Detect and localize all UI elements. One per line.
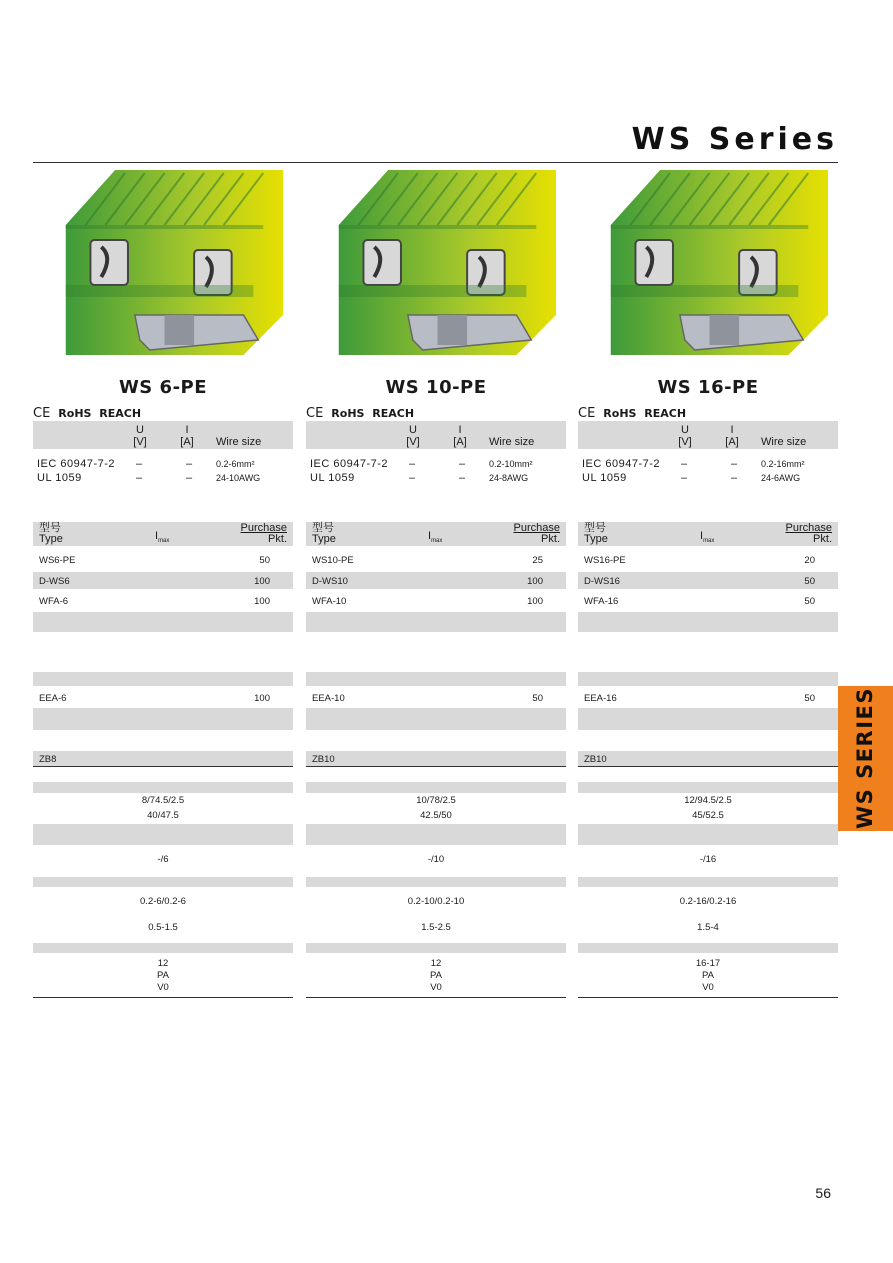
current-symbol: I bbox=[185, 424, 189, 436]
table-row bbox=[306, 552, 566, 568]
rating-row bbox=[33, 472, 293, 486]
type-value: ZB8 bbox=[39, 754, 57, 765]
current-value: – bbox=[731, 458, 738, 470]
current-unit: [A] bbox=[180, 436, 194, 448]
table-bottom-rule bbox=[33, 997, 293, 998]
table-band bbox=[578, 612, 838, 632]
table-row bbox=[578, 751, 838, 767]
table-band bbox=[33, 672, 293, 686]
rating-header bbox=[33, 421, 293, 449]
standard: IEC 60947-7-2 bbox=[582, 458, 661, 470]
standard: UL 1059 bbox=[310, 472, 355, 484]
material-value: 16-17 bbox=[695, 958, 721, 969]
qty-value: 50 bbox=[532, 693, 543, 704]
table-band bbox=[578, 708, 838, 730]
ce-mark: CE bbox=[306, 406, 324, 421]
type-header bbox=[39, 523, 63, 545]
product-column bbox=[306, 163, 566, 1003]
torque-value: 1.5-4 bbox=[697, 922, 719, 933]
type-value: EEA-10 bbox=[312, 693, 345, 704]
reach-mark: REACH bbox=[644, 407, 687, 420]
imax-symbol: I bbox=[155, 530, 159, 542]
type-value: WFA-16 bbox=[584, 596, 619, 607]
qty-value: 100 bbox=[254, 596, 270, 607]
voltage-value: – bbox=[409, 458, 416, 470]
purchase-label: Purchase bbox=[513, 522, 560, 534]
product-name: WS 10-PE bbox=[385, 377, 487, 398]
rating-row bbox=[33, 458, 293, 472]
pkt-label: Pkt. bbox=[268, 533, 287, 545]
table-band bbox=[306, 824, 566, 845]
standard: UL 1059 bbox=[37, 472, 82, 484]
voltage-value: – bbox=[681, 458, 688, 470]
table-band bbox=[33, 943, 293, 953]
rated-value: -/6 bbox=[157, 854, 169, 865]
qty-value: 20 bbox=[804, 555, 815, 566]
product-column bbox=[578, 163, 838, 1003]
ordering-table-header bbox=[33, 522, 293, 546]
voltage-value: – bbox=[681, 472, 688, 484]
qty-value: 100 bbox=[527, 596, 543, 607]
table-row bbox=[578, 690, 838, 706]
voltage-header bbox=[674, 424, 696, 448]
type-header bbox=[312, 523, 336, 545]
voltage-value: – bbox=[136, 472, 143, 484]
type-value: WS16-PE bbox=[584, 555, 626, 566]
table-bottom-rule bbox=[578, 997, 838, 998]
table-band bbox=[33, 824, 293, 845]
imax-symbol: I bbox=[700, 530, 704, 542]
current-header bbox=[176, 424, 198, 448]
pkt-label: Pkt. bbox=[813, 533, 832, 545]
imax-header bbox=[155, 530, 169, 544]
table-band bbox=[33, 612, 293, 632]
table-row bbox=[578, 552, 838, 568]
current-symbol: I bbox=[730, 424, 734, 436]
table-band bbox=[306, 672, 566, 686]
dimension-value: 40/47.5 bbox=[147, 810, 179, 821]
material-value: V0 bbox=[430, 982, 442, 993]
imax-subscript: max bbox=[158, 538, 170, 545]
current-unit: [A] bbox=[453, 436, 467, 448]
table-band bbox=[33, 877, 293, 887]
rated-value: -/10 bbox=[427, 854, 445, 865]
type-value: WS6-PE bbox=[39, 555, 76, 566]
qty-value: 100 bbox=[254, 693, 270, 704]
imax-subscript: max bbox=[431, 538, 443, 545]
certification-marks bbox=[306, 406, 414, 421]
wire-size-header: Wire size bbox=[489, 436, 535, 448]
standard: IEC 60947-7-2 bbox=[310, 458, 389, 470]
wire-size-value: 0.2-6mm² bbox=[216, 459, 255, 469]
product-photo bbox=[319, 165, 556, 365]
material-value: PA bbox=[430, 970, 442, 981]
material-value: V0 bbox=[702, 982, 714, 993]
page-number: 56 bbox=[815, 1185, 831, 1201]
material-value: 12 bbox=[157, 958, 169, 969]
wire-size-value: 0.2-10mm² bbox=[489, 459, 533, 469]
type-value: WFA-10 bbox=[312, 596, 347, 607]
voltage-value: – bbox=[136, 458, 143, 470]
rated-value: -/16 bbox=[699, 854, 717, 865]
current-value: – bbox=[459, 472, 466, 484]
standard: IEC 60947-7-2 bbox=[37, 458, 116, 470]
table-band bbox=[33, 782, 293, 793]
imax-header bbox=[700, 530, 714, 544]
table-row bbox=[578, 593, 838, 609]
rohs-mark: RoHS bbox=[331, 407, 365, 420]
type-value: WS10-PE bbox=[312, 555, 354, 566]
purchase-header bbox=[786, 523, 832, 545]
current-value: – bbox=[459, 458, 466, 470]
reach-mark: REACH bbox=[372, 407, 415, 420]
cross-section-value: 0.2-6/0.2-6 bbox=[140, 896, 186, 907]
torque-value: 1.5-2.5 bbox=[421, 922, 451, 933]
rating-header bbox=[306, 421, 566, 449]
side-tab-label: WS SERIES bbox=[853, 686, 877, 830]
dimension-value: 45/52.5 bbox=[692, 810, 724, 821]
type-header-en: Type bbox=[584, 533, 608, 545]
table-row bbox=[306, 690, 566, 706]
purchase-header bbox=[241, 523, 287, 545]
cross-section-value: 0.2-10/0.2-10 bbox=[407, 896, 465, 907]
dimension-value: 8/74.5/2.5 bbox=[141, 795, 185, 806]
purchase-label: Purchase bbox=[240, 522, 287, 534]
voltage-value: – bbox=[409, 472, 416, 484]
type-header-cn: 型号 bbox=[312, 522, 334, 534]
standard: UL 1059 bbox=[582, 472, 627, 484]
type-header bbox=[584, 523, 608, 545]
table-band bbox=[33, 708, 293, 730]
rating-row bbox=[578, 458, 838, 472]
qty-value: 50 bbox=[259, 555, 270, 566]
rating-header bbox=[578, 421, 838, 449]
type-header-en: Type bbox=[312, 533, 336, 545]
material-value: 12 bbox=[430, 958, 442, 969]
product-name: WS 16-PE bbox=[657, 377, 759, 398]
table-row bbox=[33, 593, 293, 609]
pkt-label: Pkt. bbox=[541, 533, 560, 545]
voltage-unit: [V] bbox=[678, 436, 692, 448]
type-header-cn: 型号 bbox=[584, 522, 606, 534]
type-value: EEA-6 bbox=[39, 693, 67, 704]
current-value: – bbox=[186, 472, 193, 484]
table-band bbox=[306, 877, 566, 887]
side-tab bbox=[838, 686, 893, 831]
imax-subscript: max bbox=[703, 538, 715, 545]
imax-header bbox=[428, 530, 442, 544]
table-row bbox=[33, 690, 293, 706]
material-value: PA bbox=[157, 970, 169, 981]
table-row bbox=[33, 573, 293, 589]
wire-size-value: 24-10AWG bbox=[216, 473, 261, 483]
type-header-cn: 型号 bbox=[39, 522, 61, 534]
rating-row bbox=[578, 472, 838, 486]
product-photo bbox=[591, 165, 828, 365]
type-value: D-WS10 bbox=[312, 576, 348, 587]
qty-value: 50 bbox=[804, 576, 815, 587]
current-value: – bbox=[186, 458, 193, 470]
current-header bbox=[449, 424, 471, 448]
material-value: V0 bbox=[157, 982, 169, 993]
table-row bbox=[306, 573, 566, 589]
type-value: D-WS6 bbox=[39, 576, 70, 587]
dimension-value: 12/94.5/2.5 bbox=[684, 795, 732, 806]
ce-mark: CE bbox=[578, 406, 596, 421]
table-bottom-rule bbox=[306, 997, 566, 998]
dimension-value: 10/78/2.5 bbox=[416, 795, 456, 806]
rating-row bbox=[306, 472, 566, 486]
table-row bbox=[33, 552, 293, 568]
table-band bbox=[578, 672, 838, 686]
table-band bbox=[578, 877, 838, 887]
table-band bbox=[578, 943, 838, 953]
ordering-table-header bbox=[578, 522, 838, 546]
series-title: WS Series bbox=[631, 122, 838, 157]
current-unit: [A] bbox=[725, 436, 739, 448]
type-value: ZB10 bbox=[584, 754, 607, 765]
reach-mark: REACH bbox=[99, 407, 142, 420]
ordering-table-header bbox=[306, 522, 566, 546]
voltage-symbol: U bbox=[136, 424, 144, 436]
rohs-mark: RoHS bbox=[603, 407, 637, 420]
product-photo bbox=[46, 165, 283, 365]
torque-value: 0.5-1.5 bbox=[148, 922, 178, 933]
purchase-label: Purchase bbox=[785, 522, 832, 534]
wire-size-value: 24-8AWG bbox=[489, 473, 529, 483]
type-header-en: Type bbox=[39, 533, 63, 545]
rating-row bbox=[306, 458, 566, 472]
wire-size-header: Wire size bbox=[216, 436, 262, 448]
table-row bbox=[306, 593, 566, 609]
table-row bbox=[306, 751, 566, 767]
row-rule bbox=[306, 766, 566, 767]
row-rule bbox=[578, 766, 838, 767]
certification-marks bbox=[578, 406, 686, 421]
table-band bbox=[306, 612, 566, 632]
qty-value: 50 bbox=[804, 693, 815, 704]
current-value: – bbox=[731, 472, 738, 484]
current-symbol: I bbox=[458, 424, 462, 436]
row-rule bbox=[33, 766, 293, 767]
voltage-header bbox=[402, 424, 424, 448]
table-row bbox=[33, 751, 293, 767]
product-column bbox=[33, 163, 293, 1003]
voltage-unit: [V] bbox=[406, 436, 420, 448]
voltage-symbol: U bbox=[409, 424, 417, 436]
table-band bbox=[306, 943, 566, 953]
rohs-mark: RoHS bbox=[58, 407, 92, 420]
wire-size-header: Wire size bbox=[761, 436, 807, 448]
table-band bbox=[578, 782, 838, 793]
type-value: WFA-6 bbox=[39, 596, 69, 607]
qty-value: 100 bbox=[527, 576, 543, 587]
product-name: WS 6-PE bbox=[118, 377, 208, 398]
table-row bbox=[578, 573, 838, 589]
qty-value: 25 bbox=[532, 555, 543, 566]
current-header bbox=[721, 424, 743, 448]
purchase-header bbox=[514, 523, 560, 545]
voltage-header bbox=[129, 424, 151, 448]
material-value: PA bbox=[702, 970, 714, 981]
voltage-unit: [V] bbox=[133, 436, 147, 448]
qty-value: 100 bbox=[254, 576, 270, 587]
cross-section-value: 0.2-16/0.2-16 bbox=[679, 896, 737, 907]
dimension-value: 42.5/50 bbox=[420, 810, 452, 821]
wire-size-value: 24-6AWG bbox=[761, 473, 801, 483]
imax-symbol: I bbox=[428, 530, 432, 542]
qty-value: 50 bbox=[804, 596, 815, 607]
type-value: ZB10 bbox=[312, 754, 335, 765]
table-band bbox=[306, 708, 566, 730]
type-value: D-WS16 bbox=[584, 576, 620, 587]
type-value: EEA-16 bbox=[584, 693, 617, 704]
certification-marks bbox=[33, 406, 141, 421]
table-band bbox=[578, 824, 838, 845]
ce-mark: CE bbox=[33, 406, 51, 421]
wire-size-value: 0.2-16mm² bbox=[761, 459, 805, 469]
voltage-symbol: U bbox=[681, 424, 689, 436]
table-band bbox=[306, 782, 566, 793]
